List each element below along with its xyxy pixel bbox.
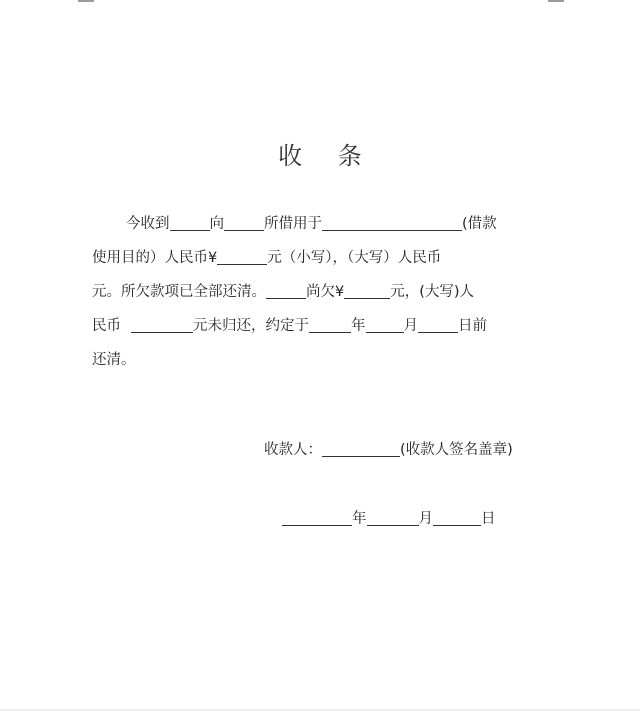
text-year: 年 xyxy=(351,318,366,334)
body-line-5 xyxy=(92,343,552,377)
sign-year-label: 年 xyxy=(352,511,367,527)
text-repaid-all: 元。所欠款项已全部还清。 xyxy=(92,284,266,300)
payee-signature-line xyxy=(264,438,513,459)
blank-receiver[interactable] xyxy=(170,214,210,231)
text-borrowed-for: 所借用于 xyxy=(264,216,322,232)
blank-purpose[interactable] xyxy=(322,214,462,231)
signing-date-line xyxy=(282,507,496,528)
body-line-2 xyxy=(92,241,552,275)
text-owed-upper: 元，(大写)人 xyxy=(390,284,475,300)
text-from: 向 xyxy=(209,216,224,232)
document-title: 收 条 xyxy=(278,142,376,170)
text-month: 月 xyxy=(403,318,418,334)
payee-note: (收款人签名盖章) xyxy=(400,442,513,458)
body-line-4 xyxy=(92,309,552,343)
body-line-1 xyxy=(92,207,552,241)
blank-payee-signature[interactable] xyxy=(322,440,400,457)
sign-month-label: 月 xyxy=(418,511,433,527)
blank-sign-month[interactable] xyxy=(367,509,419,526)
text-received: 今收到 xyxy=(126,216,170,232)
body-line-3 xyxy=(92,275,552,309)
text-still-owed: 尚欠¥ xyxy=(306,284,345,300)
text-not-returned: 元未归还，约定于 xyxy=(193,318,309,334)
blank-owed-upper[interactable] xyxy=(131,316,193,333)
text-repay: 还清。 xyxy=(92,352,136,368)
text-loan-open: (借款 xyxy=(462,216,497,232)
text-purpose-rmb: 使用目的）人民币¥ xyxy=(92,250,218,266)
payee-label: 收款人： xyxy=(264,442,322,458)
blank-amount-lower[interactable] xyxy=(217,248,267,265)
blank-due-month[interactable] xyxy=(366,316,404,333)
receipt-body xyxy=(92,207,552,377)
top-edge-mark-left xyxy=(78,0,94,2)
text-rmb: 民币 xyxy=(92,318,121,334)
sign-day-label: 日 xyxy=(481,511,496,527)
blank-due-day[interactable] xyxy=(418,316,458,333)
blank-sign-year[interactable] xyxy=(282,509,352,526)
text-lower-upper: 元（小写），（大写）人民币 xyxy=(267,250,442,266)
top-edge-mark-right xyxy=(548,0,564,2)
blank-due-year[interactable] xyxy=(309,316,351,333)
blank-lender[interactable] xyxy=(224,214,264,231)
blank-sign-day[interactable] xyxy=(433,509,481,526)
text-day-before: 日前 xyxy=(458,318,487,334)
blank-amount-upper[interactable] xyxy=(266,282,306,299)
blank-owed-lower[interactable] xyxy=(344,282,390,299)
